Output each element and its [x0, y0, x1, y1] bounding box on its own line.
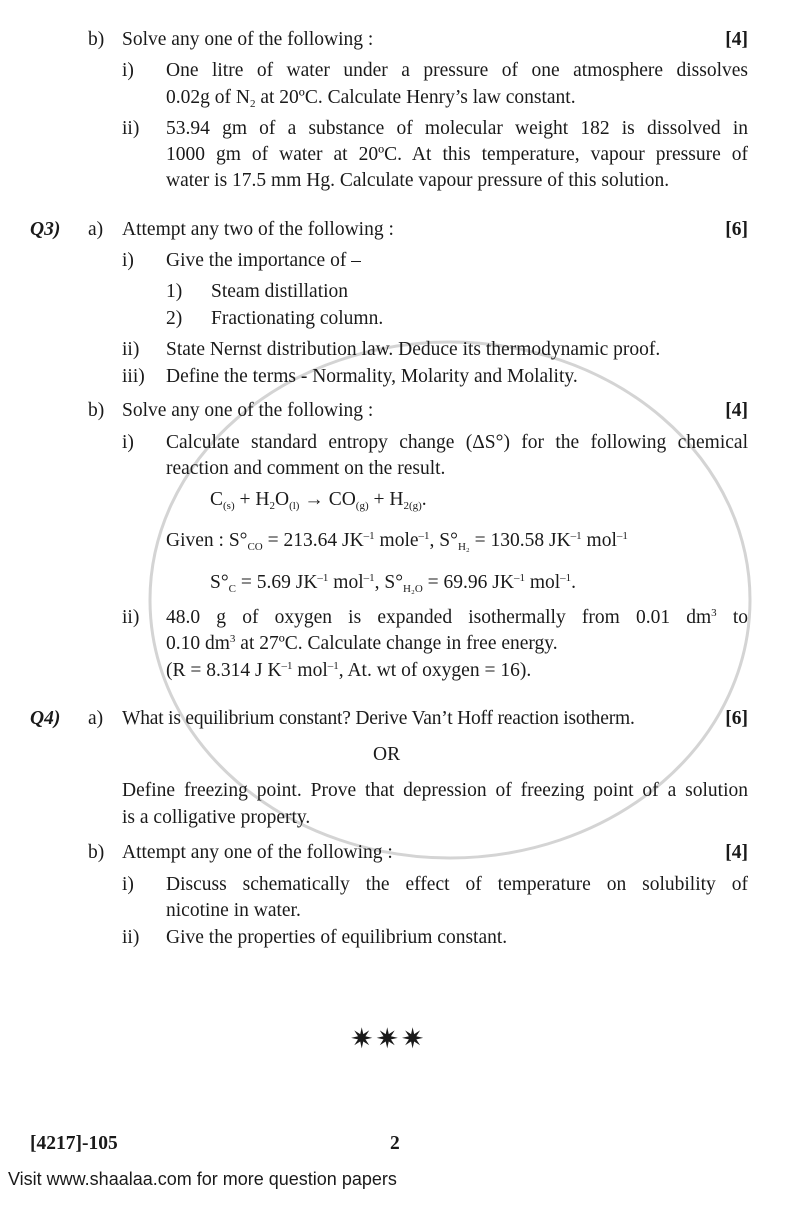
- text-segment: , S°: [374, 572, 404, 593]
- supscript-text: 3: [711, 607, 717, 619]
- text-segment: 48.0 g of oxygen is expanded isothermally from 0.01 dm: [166, 607, 712, 628]
- q3a-label: a): [88, 219, 104, 240]
- q3b-ii-line: [166, 607, 748, 629]
- q3a-i-text: Give the importance of –: [166, 250, 361, 271]
- q3a-ii-text: State Nernst distribution law. Deduce its thermodynamic proof.: [166, 339, 661, 360]
- q4b-i-num: i): [122, 874, 134, 895]
- supscript-text: 3: [229, 633, 236, 645]
- text-segment: → CO: [299, 489, 356, 510]
- supscript-text: –1: [317, 572, 329, 584]
- q2b-ii-line: [166, 170, 669, 192]
- subscript-text: (g): [355, 500, 369, 512]
- supscript-text: –1: [281, 660, 293, 672]
- text-segment: mole: [374, 530, 419, 551]
- q3a-marks: [6]: [725, 219, 748, 240]
- q3a-i-num: i): [122, 250, 134, 271]
- q3b-marks: [4]: [725, 400, 748, 421]
- q2b-marks: [4]: [725, 29, 748, 50]
- subscript-text: (s): [223, 500, 235, 512]
- text-segment: 53.94 gm of a substance of molecular weight 182 is dissolved in: [166, 118, 748, 139]
- q3a-sub1-text: Steam distillation: [211, 281, 349, 302]
- text-segment: , At. wt of oxygen = 16).: [338, 660, 532, 681]
- subscript-text: H₂: [457, 541, 470, 553]
- q3-label: Q3): [30, 219, 61, 240]
- text-segment: to: [716, 607, 748, 628]
- q2b-ii-num: ii): [122, 118, 140, 139]
- text-segment: = 213.64 JK: [262, 530, 364, 551]
- text-segment: reaction and comment on the result.: [166, 458, 446, 479]
- supscript-text: –1: [560, 572, 572, 584]
- q2b-label: b): [88, 29, 105, 50]
- q3a-iii-num: iii): [122, 366, 145, 387]
- subscript-text: 2(g): [403, 500, 422, 512]
- supscript-text: –1: [363, 572, 375, 584]
- q4a-label: a): [88, 708, 104, 729]
- q4b-label: b): [88, 842, 105, 863]
- text-segment: .: [571, 572, 577, 593]
- q3b-label: b): [88, 400, 105, 421]
- q4a-marks: [6]: [725, 708, 748, 729]
- q4b-i-line1: Discuss schematically the effect of temperature on solubility of: [166, 874, 748, 895]
- text-segment: Calculate standard entropy change (ΔS°) for the following chemical: [166, 432, 748, 453]
- text-segment: at 27ºC. Calculate change in free energy.: [235, 633, 558, 654]
- supscript-text: –1: [570, 530, 582, 542]
- subscript-text: 2: [269, 500, 275, 512]
- q3b-title: Solve any one of the following :: [122, 400, 374, 421]
- q2b-i-line: [166, 87, 576, 109]
- text-segment: = 5.69 JK: [236, 572, 318, 593]
- q4b-title: Attempt any one of the following :: [122, 842, 393, 863]
- text-segment: 0.02g of N: [166, 87, 250, 108]
- text-segment: + H: [368, 489, 404, 510]
- q3a-sub2-num: 2): [166, 308, 183, 329]
- text-segment: .: [421, 489, 427, 510]
- q3b-ii-line: [166, 660, 531, 682]
- text-segment: , S°: [429, 530, 458, 551]
- text-segment: + H: [234, 489, 270, 510]
- subscript-text: (l): [289, 500, 300, 512]
- page-number: 2: [390, 1133, 400, 1154]
- q4b-marks: [4]: [725, 842, 748, 863]
- supscript-text: –1: [616, 530, 628, 542]
- q3b-i-line: [166, 432, 748, 454]
- q4a-text: What is equilibrium constant? Derive Van’t Hoff reaction isotherm.: [122, 708, 635, 729]
- q2b-i-num: i): [122, 60, 134, 81]
- text-segment: = 130.58 JK: [469, 530, 571, 551]
- q3a-iii-text: Define the terms - Normality, Molarity and Molality.: [166, 366, 578, 387]
- q2b-ii-line: [166, 118, 748, 140]
- q4-label: Q4): [30, 708, 61, 729]
- given-values-1: [166, 530, 628, 552]
- q3a-sub2-text: Fractionating column.: [211, 308, 384, 329]
- q4b-ii-text: Give the properties of equilibrium constant.: [166, 927, 508, 948]
- text-segment: Given : S°: [166, 530, 248, 551]
- text-segment: = 69.96 JK: [422, 572, 514, 593]
- q3a-sub1-num: 1): [166, 281, 183, 302]
- supscript-text: –1: [363, 530, 375, 542]
- text-segment: mol: [292, 660, 328, 681]
- subscript-text: C: [228, 583, 236, 595]
- text-segment: at 20ºC. Calculate Henry’s law constant.: [255, 87, 576, 108]
- text-segment: C: [210, 489, 224, 510]
- q4a-alt-line1: Define freezing point. Prove that depression of freezing point of a solution: [122, 780, 748, 801]
- supscript-text: –1: [327, 660, 339, 672]
- shaalaa-banner-link[interactable]: Visit www.shaalaa.com for more question papers: [8, 1169, 397, 1189]
- q4b-ii-num: ii): [122, 927, 140, 948]
- q4a-alt-line2: is a colligative property.: [122, 807, 311, 828]
- end-of-paper-stars: ✷✷✷: [350, 1024, 427, 1055]
- q3b-i-num: i): [122, 432, 134, 453]
- text-segment: O: [274, 489, 290, 510]
- q2b-title: Solve any one of the following :: [122, 29, 374, 50]
- text-segment: mol: [524, 572, 561, 593]
- supscript-text: –1: [513, 572, 525, 584]
- text-segment: (R = 8.314 J K: [166, 660, 282, 681]
- q3a-ii-num: ii): [122, 339, 140, 360]
- text-segment: One litre of water under a pressure of one atmosphere dissolves: [166, 60, 748, 81]
- paper-code: [4217]-105: [30, 1133, 118, 1154]
- q2b-i-line: [166, 60, 748, 82]
- q3a-title: Attempt any two of the following :: [122, 219, 394, 240]
- q2b-ii-line: [166, 144, 748, 166]
- text-segment: 0.10 dm: [166, 633, 230, 654]
- text-segment: mol: [328, 572, 364, 593]
- subscript-text: 2: [249, 98, 256, 110]
- q3b-ii-line: [166, 633, 558, 655]
- subscript-text: CO: [247, 541, 263, 553]
- given-values-2: [210, 572, 576, 594]
- text-segment: 1000 gm of water at 20ºC. At this temperature, vapour pressure of: [166, 144, 748, 165]
- q3b-i-line: [166, 458, 445, 480]
- subscript-text: H₂O: [403, 583, 423, 595]
- text-segment: S°: [210, 572, 229, 593]
- text-segment: mol: [581, 530, 617, 551]
- or-separator: OR: [373, 744, 401, 765]
- reaction-equation: [210, 489, 427, 511]
- supscript-text: –1: [418, 530, 430, 542]
- text-segment: water is 17.5 mm Hg. Calculate vapour pressure of this solution.: [166, 170, 670, 191]
- q3b-ii-num: ii): [122, 607, 140, 628]
- q4b-i-line2: nicotine in water.: [166, 900, 301, 921]
